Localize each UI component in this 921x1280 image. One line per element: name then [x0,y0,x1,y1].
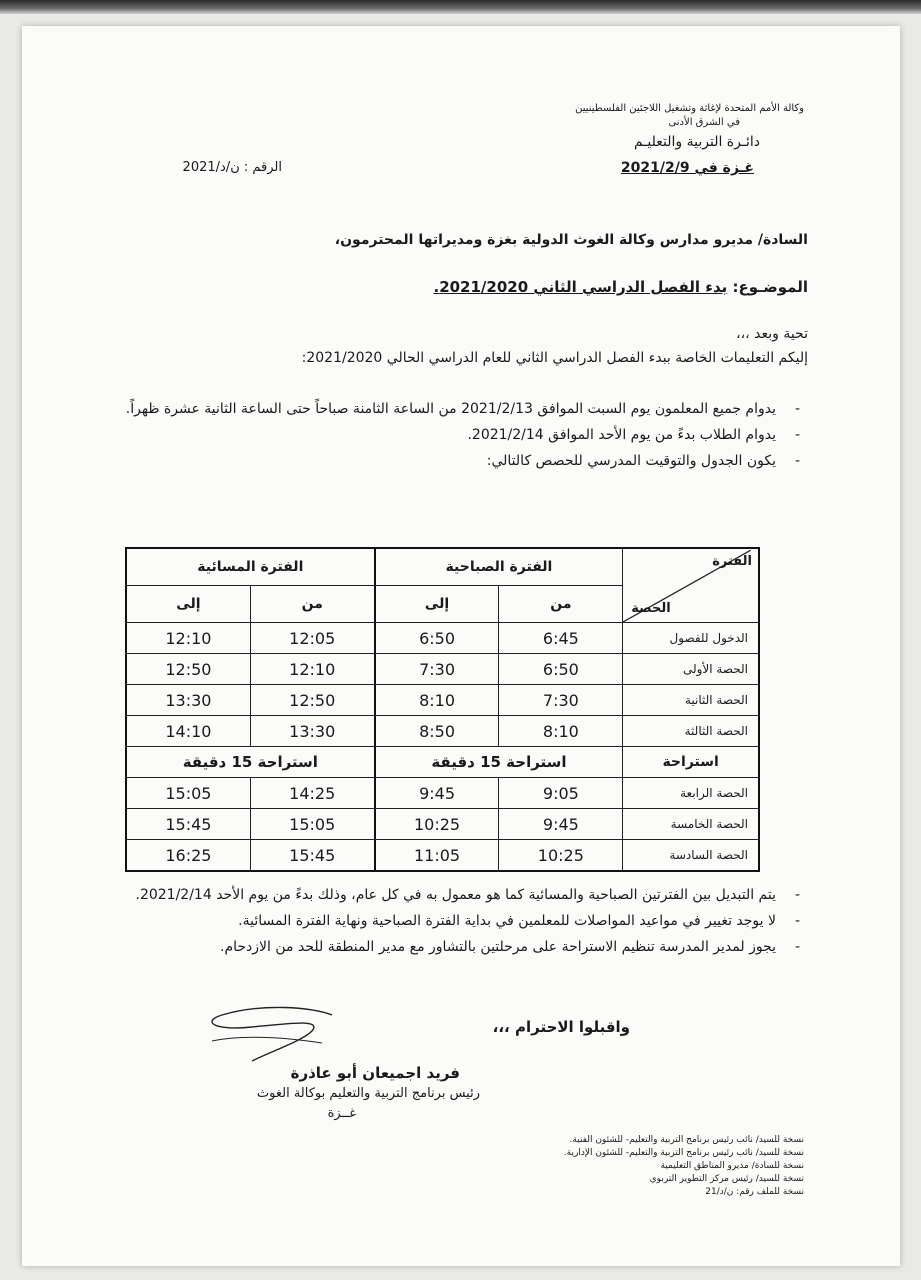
subject-text: بدء الفصل الدراسي الثاني 2021/2020. [433,278,728,296]
morning-to: 8:50 [375,716,499,747]
list-item: - يتم التبديل بين الفترتين الصباحية والمسائية كما هو معمول به في كل عام، وذلك بدءً من يوم الأحد 2021/2/14. [110,882,800,908]
morning-to: 8:10 [375,685,499,716]
table-row [126,778,759,809]
copy-line: نسخة للسادة/ مديرو المناطق التعليمية [660,1161,804,1171]
copies-list [564,1134,804,1199]
morning-from: 9:05 [499,778,623,809]
morning-from: 9:45 [499,809,623,840]
table-row [126,809,759,840]
evening-from-header: من [250,586,374,623]
table-row [126,840,759,872]
morning-to: 7:30 [375,654,499,685]
copy-line: نسخة للسيد/ نائب رئيس برنامج التربية والتعليم- للشئون الفنية. [569,1135,804,1145]
morning-from: 6:50 [499,654,623,685]
letter-page [22,26,900,1266]
morning-break: استراحة 15 دقيقة [375,747,623,778]
corner-period-label: الفترة [712,553,752,569]
row-label: الحصة الرابعة [623,778,759,809]
instructions-list-bottom [110,882,800,960]
evening-from: 15:45 [250,840,374,872]
evening-to: 15:05 [126,778,250,809]
evening-to: 13:30 [126,685,250,716]
evening-from: 15:05 [250,809,374,840]
morning-to: 11:05 [375,840,499,872]
signature-scribble [192,1001,342,1071]
evening-to: 15:45 [126,809,250,840]
morning-from: 6:45 [499,623,623,654]
photo-top-edge [0,0,921,14]
morning-from: 8:10 [499,716,623,747]
morning-from-header: من [499,586,623,623]
list-item: - يجوز لمدير المدرسة تنظيم الاستراحة على مرحلتين بالتشاور مع مدير المنطقة للحد من الازدحام. [110,934,800,960]
evening-header: الفترة المسائية [126,548,375,586]
signatory-name: فريد اجميعان أبو عاذرة [290,1064,460,1082]
list-item: - يكون الجدول والتوقيت المدرسي للحصص كالتالي: [110,448,800,474]
table-header-row [126,548,759,586]
instructions-list-top [110,396,800,474]
morning-to: 9:45 [375,778,499,809]
evening-to: 12:50 [126,654,250,685]
corner-lesson-label: الحصة [631,600,671,616]
morning-from: 7:30 [499,685,623,716]
schedule-table [125,547,760,872]
table-row [126,623,759,654]
break-label: استراحة [623,747,759,778]
table-row [126,654,759,685]
subject-label: الموضـوع: [732,278,808,296]
intro-text: إليكم التعليمات الخاصة ببدء الفصل الدراسي الثاني للعام الدراسي الحالي 2021/2020: [301,350,808,366]
row-label: الحصة الثانية [623,685,759,716]
morning-to: 10:25 [375,809,499,840]
evening-from: 12:50 [250,685,374,716]
list-item: - يدوام الطلاب بدءً من يوم الأحد الموافق 2021/2/14. [110,422,800,448]
copy-line: نسخة للسيد/ نائب رئيس برنامج التربية والتعليم- للشئون الإدارية. [563,1148,804,1158]
letter-date: غـزة في 2021/2/9 [620,160,754,176]
evening-from: 12:10 [250,654,374,685]
list-item: - لا يوجد تغيير في مواعيد المواصلات للمعلمين في بداية الفترة الصباحية ونهاية الفترة المسائية. [110,908,800,934]
signatory-city: غــزة [327,1106,356,1121]
row-label: الحصة الثالثة [623,716,759,747]
evening-to-header: إلى [126,586,250,623]
evening-from: 14:25 [250,778,374,809]
department-name: دائـرة التربية والتعليـم [634,134,760,150]
copy-line: نسخة للسيد/ رئيس مركز التطوير التربوي [649,1174,804,1184]
signatory-title: رئيس برنامج التربية والتعليم بوكالة الغوث [256,1086,480,1101]
break-row [126,747,759,778]
reference-number: الرقم : ن/د/2021 [182,160,282,175]
evening-break: استراحة 15 دقيقة [126,747,375,778]
table-row [126,685,759,716]
greeting: تحية وبعد ،،، [736,326,808,342]
evening-to: 14:10 [126,716,250,747]
org-name-line1: وكالة الأمم المتحدة لإغاثة وتشغيل اللاجئين الفلسطينيين [575,103,804,114]
org-name-line2: في الشرق الأدنى [668,117,740,128]
addressee: السادة/ مديرو مدارس وكالة الغوث الدولية بغزة ومديراتها المحترمون، [334,232,808,248]
evening-from: 13:30 [250,716,374,747]
corner-cell [623,548,759,623]
morning-to-header: إلى [375,586,499,623]
evening-to: 12:10 [126,623,250,654]
closing-phrase: واقبلوا الاحترام ،،، [492,1018,630,1036]
list-item: - يدوام جميع المعلمون يوم السبت الموافق 2021/2/13 من الساعة الثامنة صباحاً حتى الساعة الثانية عشرة ظهراً. [110,396,800,422]
morning-header: الفترة الصباحية [375,548,623,586]
evening-from: 12:05 [250,623,374,654]
subject-line [433,278,808,296]
morning-from: 10:25 [499,840,623,872]
row-label: الحصة الأولى [623,654,759,685]
morning-to: 6:50 [375,623,499,654]
copy-line: نسخة للملف رقم: ن/د/21 [705,1187,804,1197]
evening-to: 16:25 [126,840,250,872]
row-label: الحصة السادسة [623,840,759,872]
table-row [126,716,759,747]
row-label: الدخول للفصول [623,623,759,654]
row-label: الحصة الخامسة [623,809,759,840]
